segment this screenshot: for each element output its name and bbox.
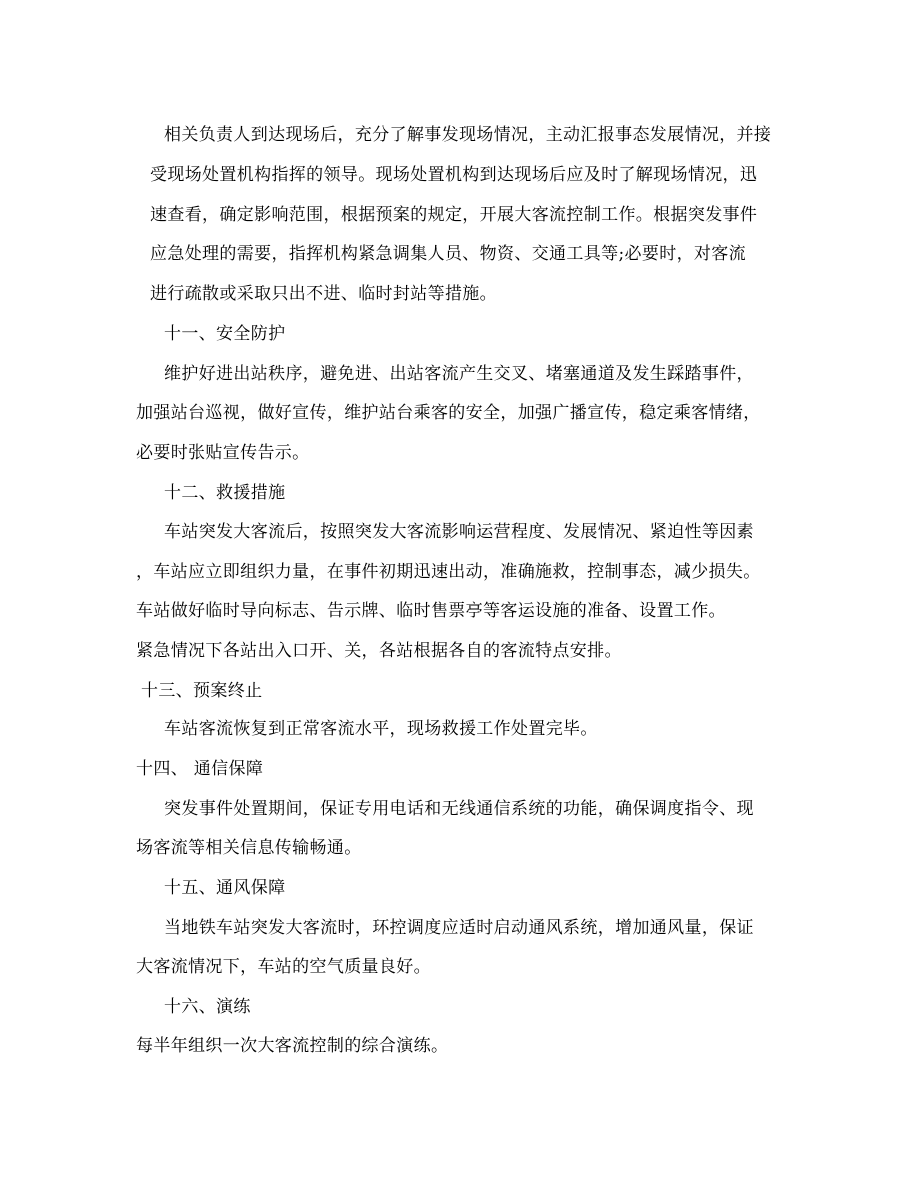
section-heading: 十三、预案终止 xyxy=(141,681,263,701)
section-heading: 十一、安全防护 xyxy=(164,324,286,344)
paragraph-line: 突发事件处置期间，保证专用电话和无线通信系统的功能，确保调度指令、现 xyxy=(164,799,754,819)
paragraph-line: 紧急情况下各站出入口开、关，各站根据各自的客流特点安排。 xyxy=(136,641,622,661)
paragraph-line: 每半年组织一次大客流控制的综合演练。 xyxy=(136,1036,449,1056)
paragraph-line: 维护好进出站秩序，避免进、出站客流产生交叉、堵塞通道及发生踩踏事件， xyxy=(164,364,754,384)
paragraph-line: 场客流等相关信息传输畅通。 xyxy=(136,838,362,858)
section-heading: 十五、通风保障 xyxy=(164,878,286,898)
paragraph-line: 当地铁车站突发大客流时，环控调度应适时启动通风系统，增加通风量，保证 xyxy=(164,918,754,938)
paragraph-line: 必要时张贴宣传告示。 xyxy=(136,443,310,463)
paragraph-line: 车站客流恢复到正常客流水平，现场救援工作处置完毕。 xyxy=(164,719,598,739)
paragraph-line: 相关负责人到达现场后，充分了解事发现场情况，主动汇报事态发展情况，并接 xyxy=(164,125,772,145)
paragraph-line: 应急处理的需要，指挥机构紧急调集人员、物资、交通工具等;必要时，对客流 xyxy=(150,244,746,264)
paragraph-line: 加强站台巡视，做好宣传，维护站台乘客的安全，加强广播宣传，稳定乘客情绪， xyxy=(136,403,761,423)
section-heading: 十四、 通信保障 xyxy=(136,759,264,779)
paragraph-line: 受现场处置机构指挥的领导。现场处置机构到达现场后应及时了解现场情况，迅 xyxy=(150,165,758,185)
section-heading: 十二、救援措施 xyxy=(164,483,286,503)
paragraph-line: 大客流情况下，车站的空气质量良好。 xyxy=(136,957,431,977)
paragraph-line: 车站做好临时导向标志、告示牌、临时售票亭等客运设施的准备、设置工作。 xyxy=(136,601,726,621)
paragraph-line: 速查看，确定影响范围，根据预案的规定，开展大客流控制工作。根据突发事件 xyxy=(150,205,758,225)
section-heading: 十六、演练 xyxy=(164,997,251,1017)
paragraph-line: 进行疏散或采取只出不进、临时封站等措施。 xyxy=(150,284,497,304)
paragraph-line: ，车站应立即组织力量，在事件初期迅速出动，准确施救，控制事态，减少损失。 xyxy=(136,562,761,582)
paragraph-line: 车站突发大客流后，按照突发大客流影响运营程度、发展情况、紧迫性等因素 xyxy=(164,522,754,542)
